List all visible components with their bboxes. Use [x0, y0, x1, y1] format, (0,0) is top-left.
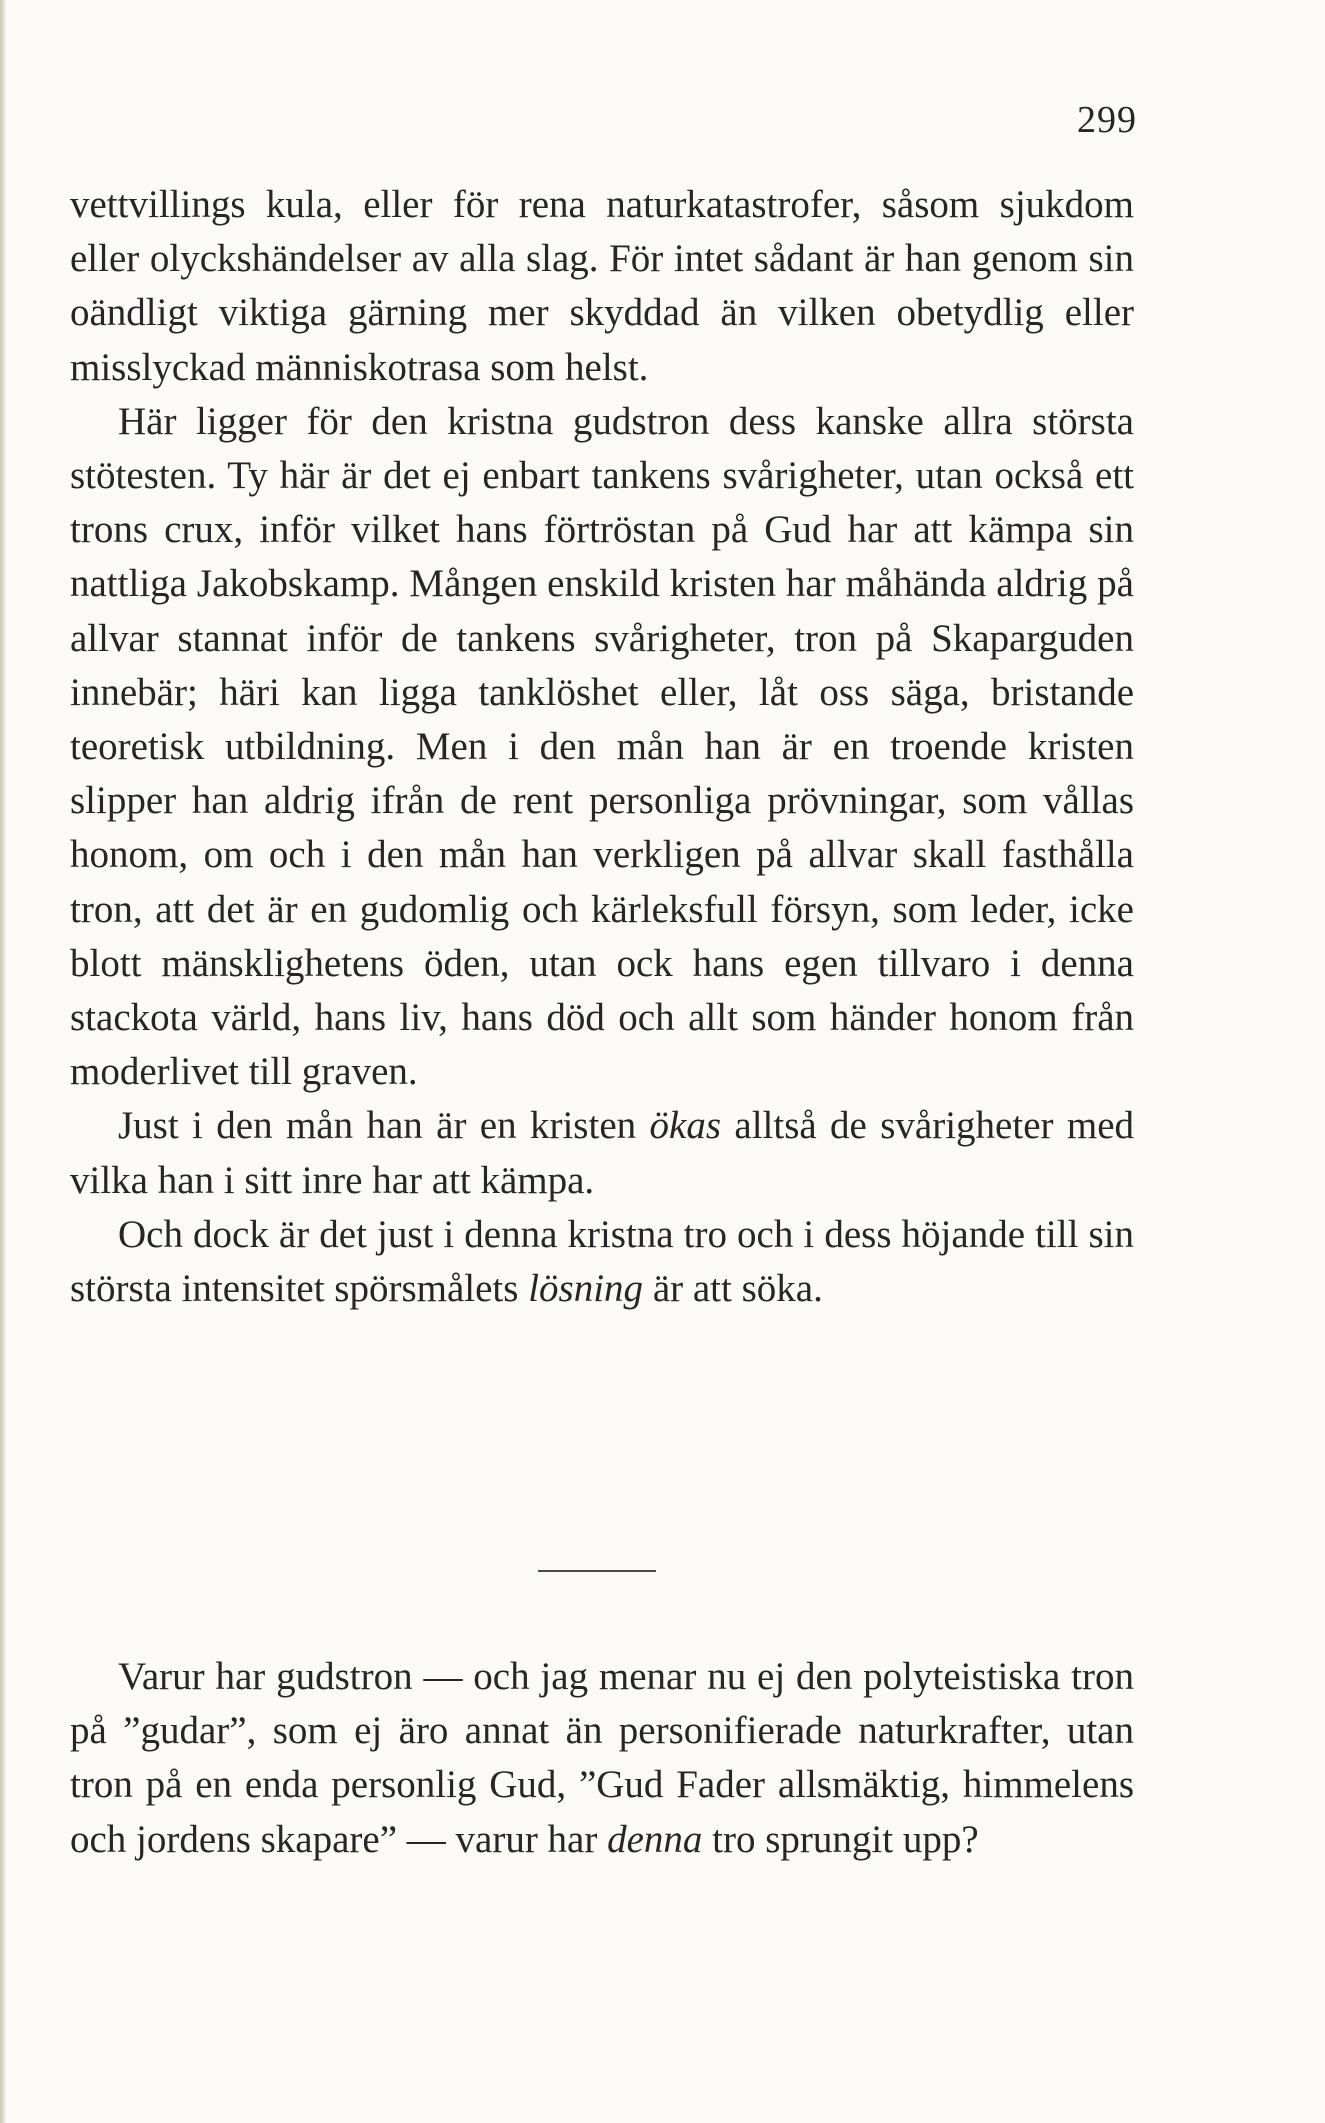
section-paragraph-1-text-b: tro sprungit upp? [702, 1817, 979, 1861]
paragraph-4-text-b: är att söka. [643, 1267, 823, 1311]
page-edge [0, 0, 6, 2123]
paragraph-2 [70, 395, 1134, 1100]
paragraph-2-text: Här ligger för den kristna gudstron dess kanske allra största stötesten. Ty här är det ej enbart tankens svårigheter, utan också ett trons crux, inför vilket hans förtröstan på Gud har att kämpa sin nattliga Jakobskamp. Mången enskild kristen har måhända aldrig på allvar stannat inför de tankens svårigheter, tron på Skaparguden innebär; häri kan ligga tanklöshet eller, låt oss säga, bristande teoretisk utbildning. Men i den mån han är en troende kristen slipper han aldrig ifrån de rent personliga prövningar, som vållas honom, om och i den mån han verkligen på allvar skall fasthålla tron, att det är en gudomlig och kärleksfull försyn, som leder, icke blott mänsklighetens öden, utan ock hans egen tillvaro i denna stackota värld, hans liv, hans död och allt som händer honom från moderlivet till graven. [70, 399, 1134, 1094]
main-text [70, 178, 1134, 1316]
paragraph-3-text-b: alltså de svårigheter med vilka han i sitt inre har att kämpa. [70, 1104, 1135, 1202]
section-paragraph-1-text-a: Varur har gudstron — och jag menar nu ej den polyteistiska tron på ”gudar”, som ej äro annat än personifierade naturkrafter, utan tron på en enda personlig Gud, ”Gud Fader allsmäktig, himmelens och jordens skapare” — varur har [70, 1655, 1134, 1861]
paragraph-3-text-a: Just i den mån han är en kristen [118, 1104, 650, 1148]
page-number: 299 [1077, 99, 1137, 141]
paragraph-4-text-a: Och dock är det just i denna kristna tro och i dess höjande till sin största intensitet spörsmålets [70, 1212, 1134, 1311]
section-paragraph-1 [70, 1650, 1134, 1867]
paragraph-4 [70, 1208, 1134, 1316]
section-paragraph-1-emphasis: denna [607, 1817, 703, 1861]
paragraph-3-emphasis: ökas [649, 1104, 722, 1148]
section-divider [538, 1570, 656, 1572]
paragraph-3 [70, 1099, 1134, 1207]
paragraph-1 [70, 178, 1134, 395]
paragraph-4-emphasis: lösning [528, 1267, 644, 1311]
paragraph-1-text: vettvillings kula, eller för rena naturkatastrofer, såsom sjukdom eller olyckshändelser av alla slag. För intet sådant är han genom sin oändligt viktiga gärning mer skyddad än vilken obetydlig eller misslyckad människotrasa som helst. [70, 183, 1134, 389]
section-text [70, 1650, 1134, 1867]
